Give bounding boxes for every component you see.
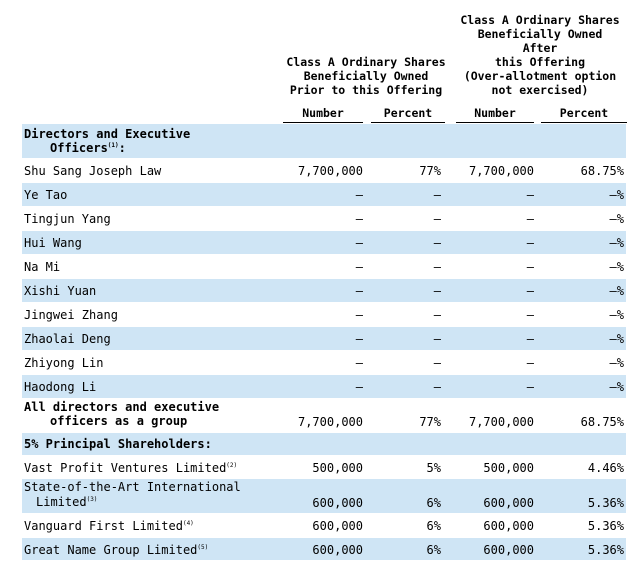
shareholder-name: Vanguard First Limited$^{(4)}$ [24, 519, 194, 533]
number-prior: 500,000 [312, 461, 363, 475]
shareholder-name: Great Name Group Limited$^{(5)}$ [24, 543, 209, 557]
section-title-directors: Directors and Executive Officers$^{(1)}$: [24, 127, 191, 155]
percent-prior: 6% [426, 496, 441, 510]
percent-after: —% [609, 332, 624, 346]
header-after-offering [452, 13, 628, 97]
number-prior: 600,000 [312, 496, 363, 510]
percent-prior: — [433, 332, 441, 346]
number-prior: 600,000 [312, 543, 363, 557]
percent-after: —% [609, 260, 624, 274]
percent-prior: — [433, 308, 441, 322]
header-after-line: (Over-allotment option [463, 69, 617, 83]
percent-prior: 5% [426, 461, 441, 475]
number-prior: — [355, 308, 363, 322]
director-name: Haodong Li [24, 380, 97, 394]
percent-after: —% [609, 284, 624, 298]
footnote-mark: (3) [86, 496, 98, 503]
number-prior: — [355, 380, 363, 394]
percent-after: —% [609, 188, 624, 202]
number-after: 600,000 [483, 496, 534, 510]
group-number-prior: 7,700,000 [297, 415, 363, 429]
number-after: — [526, 212, 534, 226]
director-name: Hui Wang [24, 236, 82, 250]
number-prior: — [355, 212, 363, 226]
footnote-mark: (2) [226, 462, 238, 469]
number-after: — [526, 188, 534, 202]
footnote-mark: (1) [107, 142, 119, 149]
percent-prior: — [433, 236, 441, 250]
col-percent-after: Percent [541, 106, 627, 123]
percent-after: —% [609, 308, 624, 322]
percent-prior: — [433, 212, 441, 226]
number-after: — [526, 236, 534, 250]
number-prior: — [355, 356, 363, 370]
director-name: Shu Sang Joseph Law [24, 164, 162, 178]
number-after: — [526, 380, 534, 394]
director-name: Zhaolai Deng [24, 332, 111, 346]
director-name: Ye Tao [24, 188, 68, 202]
director-name: Xishi Yuan [24, 284, 97, 298]
header-after-line: After [522, 41, 558, 55]
footnote-mark: (4) [182, 520, 194, 527]
header-after-line: not exercised) [491, 83, 589, 97]
group-percent-prior: 77% [419, 415, 441, 429]
header-prior-line: Prior to this Offering [289, 83, 443, 97]
shareholder-name: State-of-the-Art International Limited$^{(3)}$ [24, 480, 241, 509]
percent-after: 5.36% [587, 543, 624, 557]
percent-after: 5.36% [587, 496, 624, 510]
number-after: — [526, 260, 534, 274]
number-prior: — [355, 284, 363, 298]
header-after-line: Class A Ordinary Shares [460, 13, 620, 27]
percent-after: —% [609, 212, 624, 226]
header-prior-line: Beneficially Owned [303, 69, 429, 83]
percent-after: 68.75% [580, 164, 624, 178]
percent-prior: — [433, 380, 441, 394]
percent-prior: 6% [426, 543, 441, 557]
footnote-mark: (5) [197, 544, 209, 551]
percent-after: —% [609, 236, 624, 250]
number-prior: — [355, 236, 363, 250]
shareholder-name: Vast Profit Ventures Limited$^{(2)}$ [24, 461, 238, 475]
percent-after: —% [609, 380, 624, 394]
number-prior: 7,700,000 [297, 164, 363, 178]
percent-prior: — [433, 260, 441, 274]
number-after: — [526, 308, 534, 322]
percent-prior: 77% [419, 164, 441, 178]
number-after: 600,000 [483, 543, 534, 557]
header-prior-line: Class A Ordinary Shares [286, 55, 446, 69]
percent-after: —% [609, 356, 624, 370]
section-title-principal: 5% Principal Shareholders: [24, 437, 212, 451]
col-number-prior: Number [283, 106, 363, 123]
number-after: 500,000 [483, 461, 534, 475]
number-prior: 600,000 [312, 519, 363, 533]
group-label: All directors and executive officers as a group [24, 400, 220, 428]
number-prior: — [355, 188, 363, 202]
group-number-after: 7,700,000 [468, 415, 534, 429]
number-after: — [526, 356, 534, 370]
header-after-line: this Offering [494, 55, 585, 69]
number-prior: — [355, 260, 363, 274]
number-after: 7,700,000 [468, 164, 534, 178]
number-after: — [526, 332, 534, 346]
percent-prior: — [433, 188, 441, 202]
header-prior-offering [280, 55, 452, 97]
percent-after: 5.36% [587, 519, 624, 533]
percent-after: 4.46% [587, 461, 624, 475]
director-name: Tingjun Yang [24, 212, 111, 226]
percent-prior: — [433, 284, 441, 298]
director-name: Zhiyong Lin [24, 356, 104, 370]
col-percent-prior: Percent [371, 106, 445, 123]
percent-prior: — [433, 356, 441, 370]
director-name: Jingwei Zhang [24, 308, 118, 322]
number-after: 600,000 [483, 519, 534, 533]
header-after-line: Beneficially Owned [477, 27, 603, 41]
group-percent-after: 68.75% [580, 415, 624, 429]
col-number-after: Number [456, 106, 534, 123]
director-name: Na Mi [24, 260, 61, 274]
number-prior: — [355, 332, 363, 346]
percent-prior: 6% [426, 519, 441, 533]
number-after: — [526, 284, 534, 298]
